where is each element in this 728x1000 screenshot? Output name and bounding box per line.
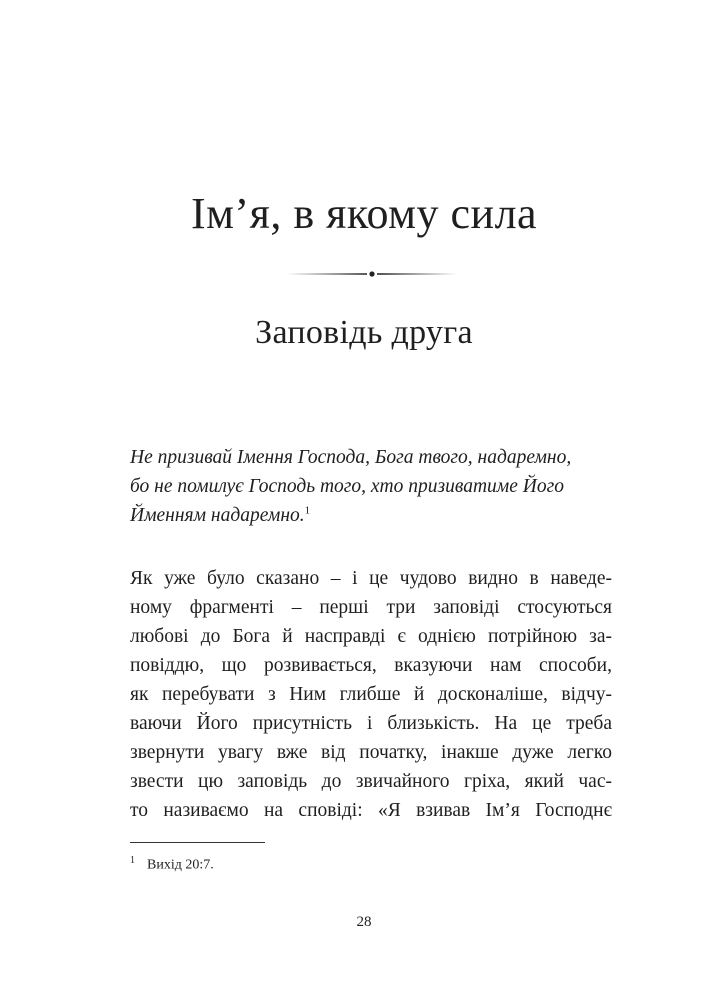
chapter-title: Ім’я, в якому сила — [190, 189, 538, 238]
body-line: звести цю заповідь до звичайного гріха, який час- — [130, 771, 612, 792]
body-line: любові до Бога й насправді є однією потрійною за- — [130, 626, 612, 647]
footnote-number: 1 — [130, 855, 135, 866]
epigraph-line — [130, 501, 612, 530]
body-line: як перебувати з Ним глибше й досконаліше, відчу- — [130, 684, 612, 705]
body-line: Як уже було сказано – і це чудово видно в наведе- — [130, 568, 612, 589]
chapter-subtitle: Заповідь друга — [255, 314, 473, 351]
body-line: повіддю, що розвивається, вказуючи нам способи, — [130, 655, 612, 676]
body-paragraph — [130, 564, 612, 825]
footnote-text: Вихід 20:7. — [147, 857, 214, 873]
body-line: ваючи Його присутність і близькість. На це треба — [130, 713, 612, 734]
epigraph-line: бо не помилує Господь того, хто призиватиме Його — [130, 476, 564, 497]
epigraph-quote — [130, 443, 612, 530]
ornament-divider — [287, 266, 457, 282]
footnote-divider — [130, 842, 265, 843]
epigraph-line-text: Йменням надаремно. — [130, 505, 305, 526]
body-line: ному фрагменті – перші три заповіді стосуються — [130, 597, 612, 618]
footnote — [130, 852, 612, 875]
epigraph-line: Не призивай Імення Господа, Бога твого, надаремно, — [130, 447, 572, 468]
body-line: то називаємо на сповіді: «Я взивав Ім’я Господнє — [130, 800, 612, 821]
page-number: 28 — [356, 914, 372, 930]
footnote-reference[interactable]: 1 — [304, 504, 311, 517]
body-line: звернути увагу вже від початку, інакше дуже легко — [130, 742, 612, 763]
